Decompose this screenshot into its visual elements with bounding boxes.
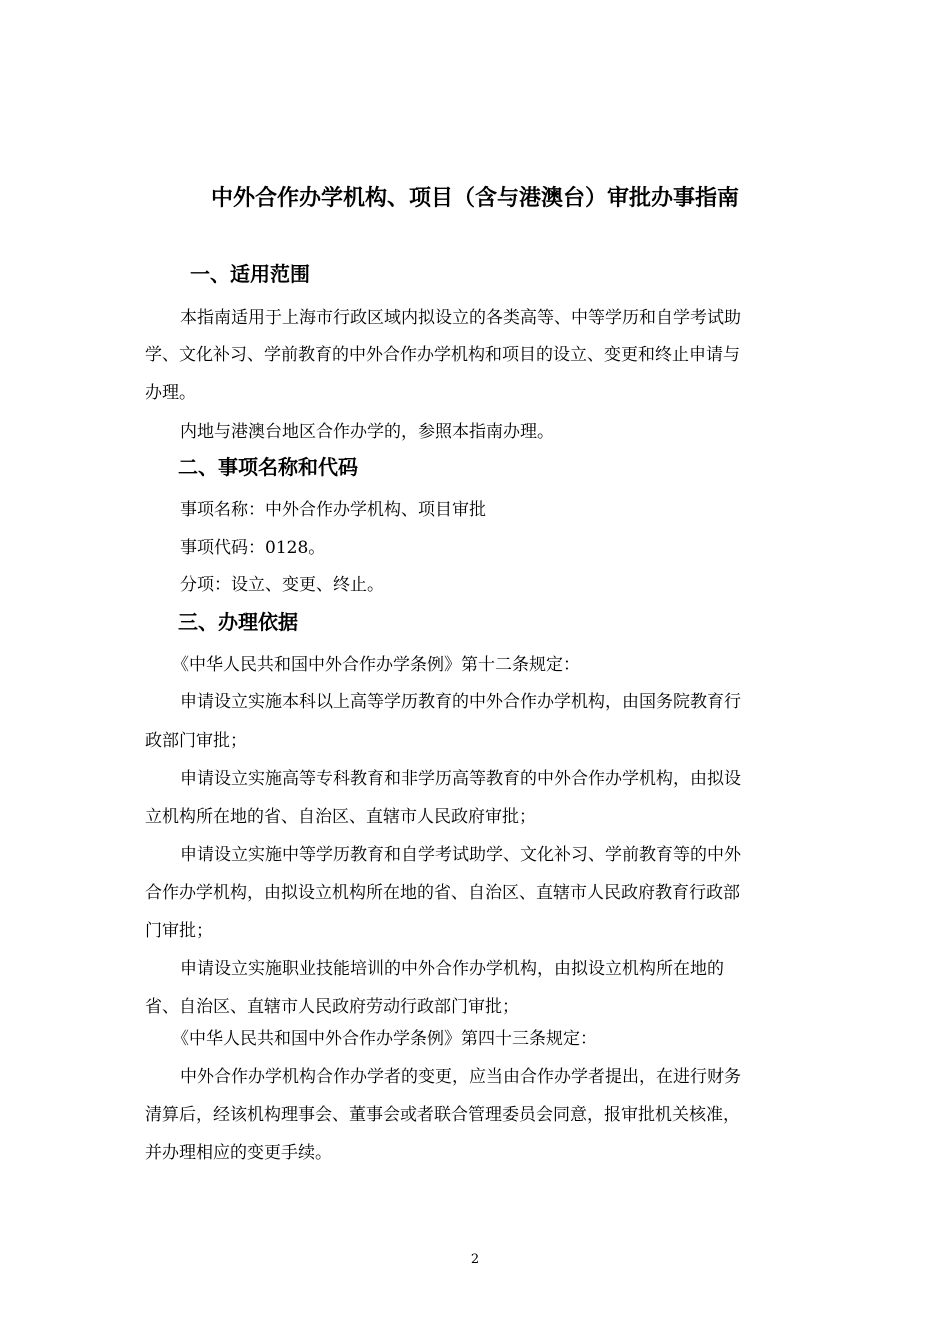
paragraph-line: 申请设立实施职业技能培训的中外合作办学机构，由拟设立机构所在地的: [180, 959, 724, 979]
paragraph-line: 省、自治区、直辖市人民政府劳动行政部门审批；: [145, 997, 519, 1017]
paragraph-line: 《中华人民共和国中外合作办学条例》第四十三条规定：: [172, 1029, 597, 1049]
section-heading-basis: 三、办理依据: [178, 610, 298, 634]
paragraph-line: 内地与港澳台地区合作办学的，参照本指南办理。: [180, 422, 554, 442]
paragraph-line: 申请设立实施本科以上高等学历教育的中外合作办学机构，由国务院教育行: [180, 692, 741, 712]
paragraph-line: 并办理相应的变更手续。: [145, 1143, 332, 1163]
paragraph-line: 办理。: [145, 383, 196, 403]
section-heading-item-name: 二、事项名称和代码: [178, 455, 358, 479]
paragraph-line: 本指南适用于上海市行政区域内拟设立的各类高等、中等学历和自学考试助: [180, 308, 741, 328]
paragraph-line: 申请设立实施中等学历教育和自学考试助学、文化补习、学前教育等的中外: [180, 845, 741, 865]
paragraph-line: 《中华人民共和国中外合作办学条例》第十二条规定：: [172, 655, 580, 675]
paragraph-line: 中外合作办学机构合作办学者的变更，应当由合作办学者提出，在进行财务: [180, 1067, 741, 1087]
paragraph-line: 事项名称：中外合作办学机构、项目审批: [180, 500, 486, 520]
paragraph-line: 政部门审批；: [145, 731, 247, 751]
paragraph-line: 事项代码：0128。: [180, 538, 326, 558]
paragraph-line: 清算后，经该机构理事会、董事会或者联合管理委员会同意，报审批机关核准，: [145, 1105, 740, 1125]
paragraph-line: 立机构所在地的省、自治区、直辖市人民政府审批；: [145, 807, 536, 827]
paragraph-line: 合作办学机构，由拟设立机构所在地的省、自治区、直辖市人民政府教育行政部: [145, 883, 740, 903]
document-title: 中外合作办学机构、项目（含与港澳台）审批办事指南: [210, 186, 739, 211]
page-number: 2: [470, 1252, 480, 1267]
paragraph-line: 分项：设立、变更、终止。: [180, 575, 384, 595]
paragraph-line: 门审批；: [145, 921, 213, 941]
paragraph-line: 学、文化补习、学前教育的中外合作办学机构和项目的设立、变更和终止申请与: [145, 345, 740, 365]
section-heading-scope: 一、适用范围: [190, 262, 310, 286]
paragraph-line: 申请设立实施高等专科教育和非学历高等教育的中外合作办学机构，由拟设: [180, 769, 741, 789]
